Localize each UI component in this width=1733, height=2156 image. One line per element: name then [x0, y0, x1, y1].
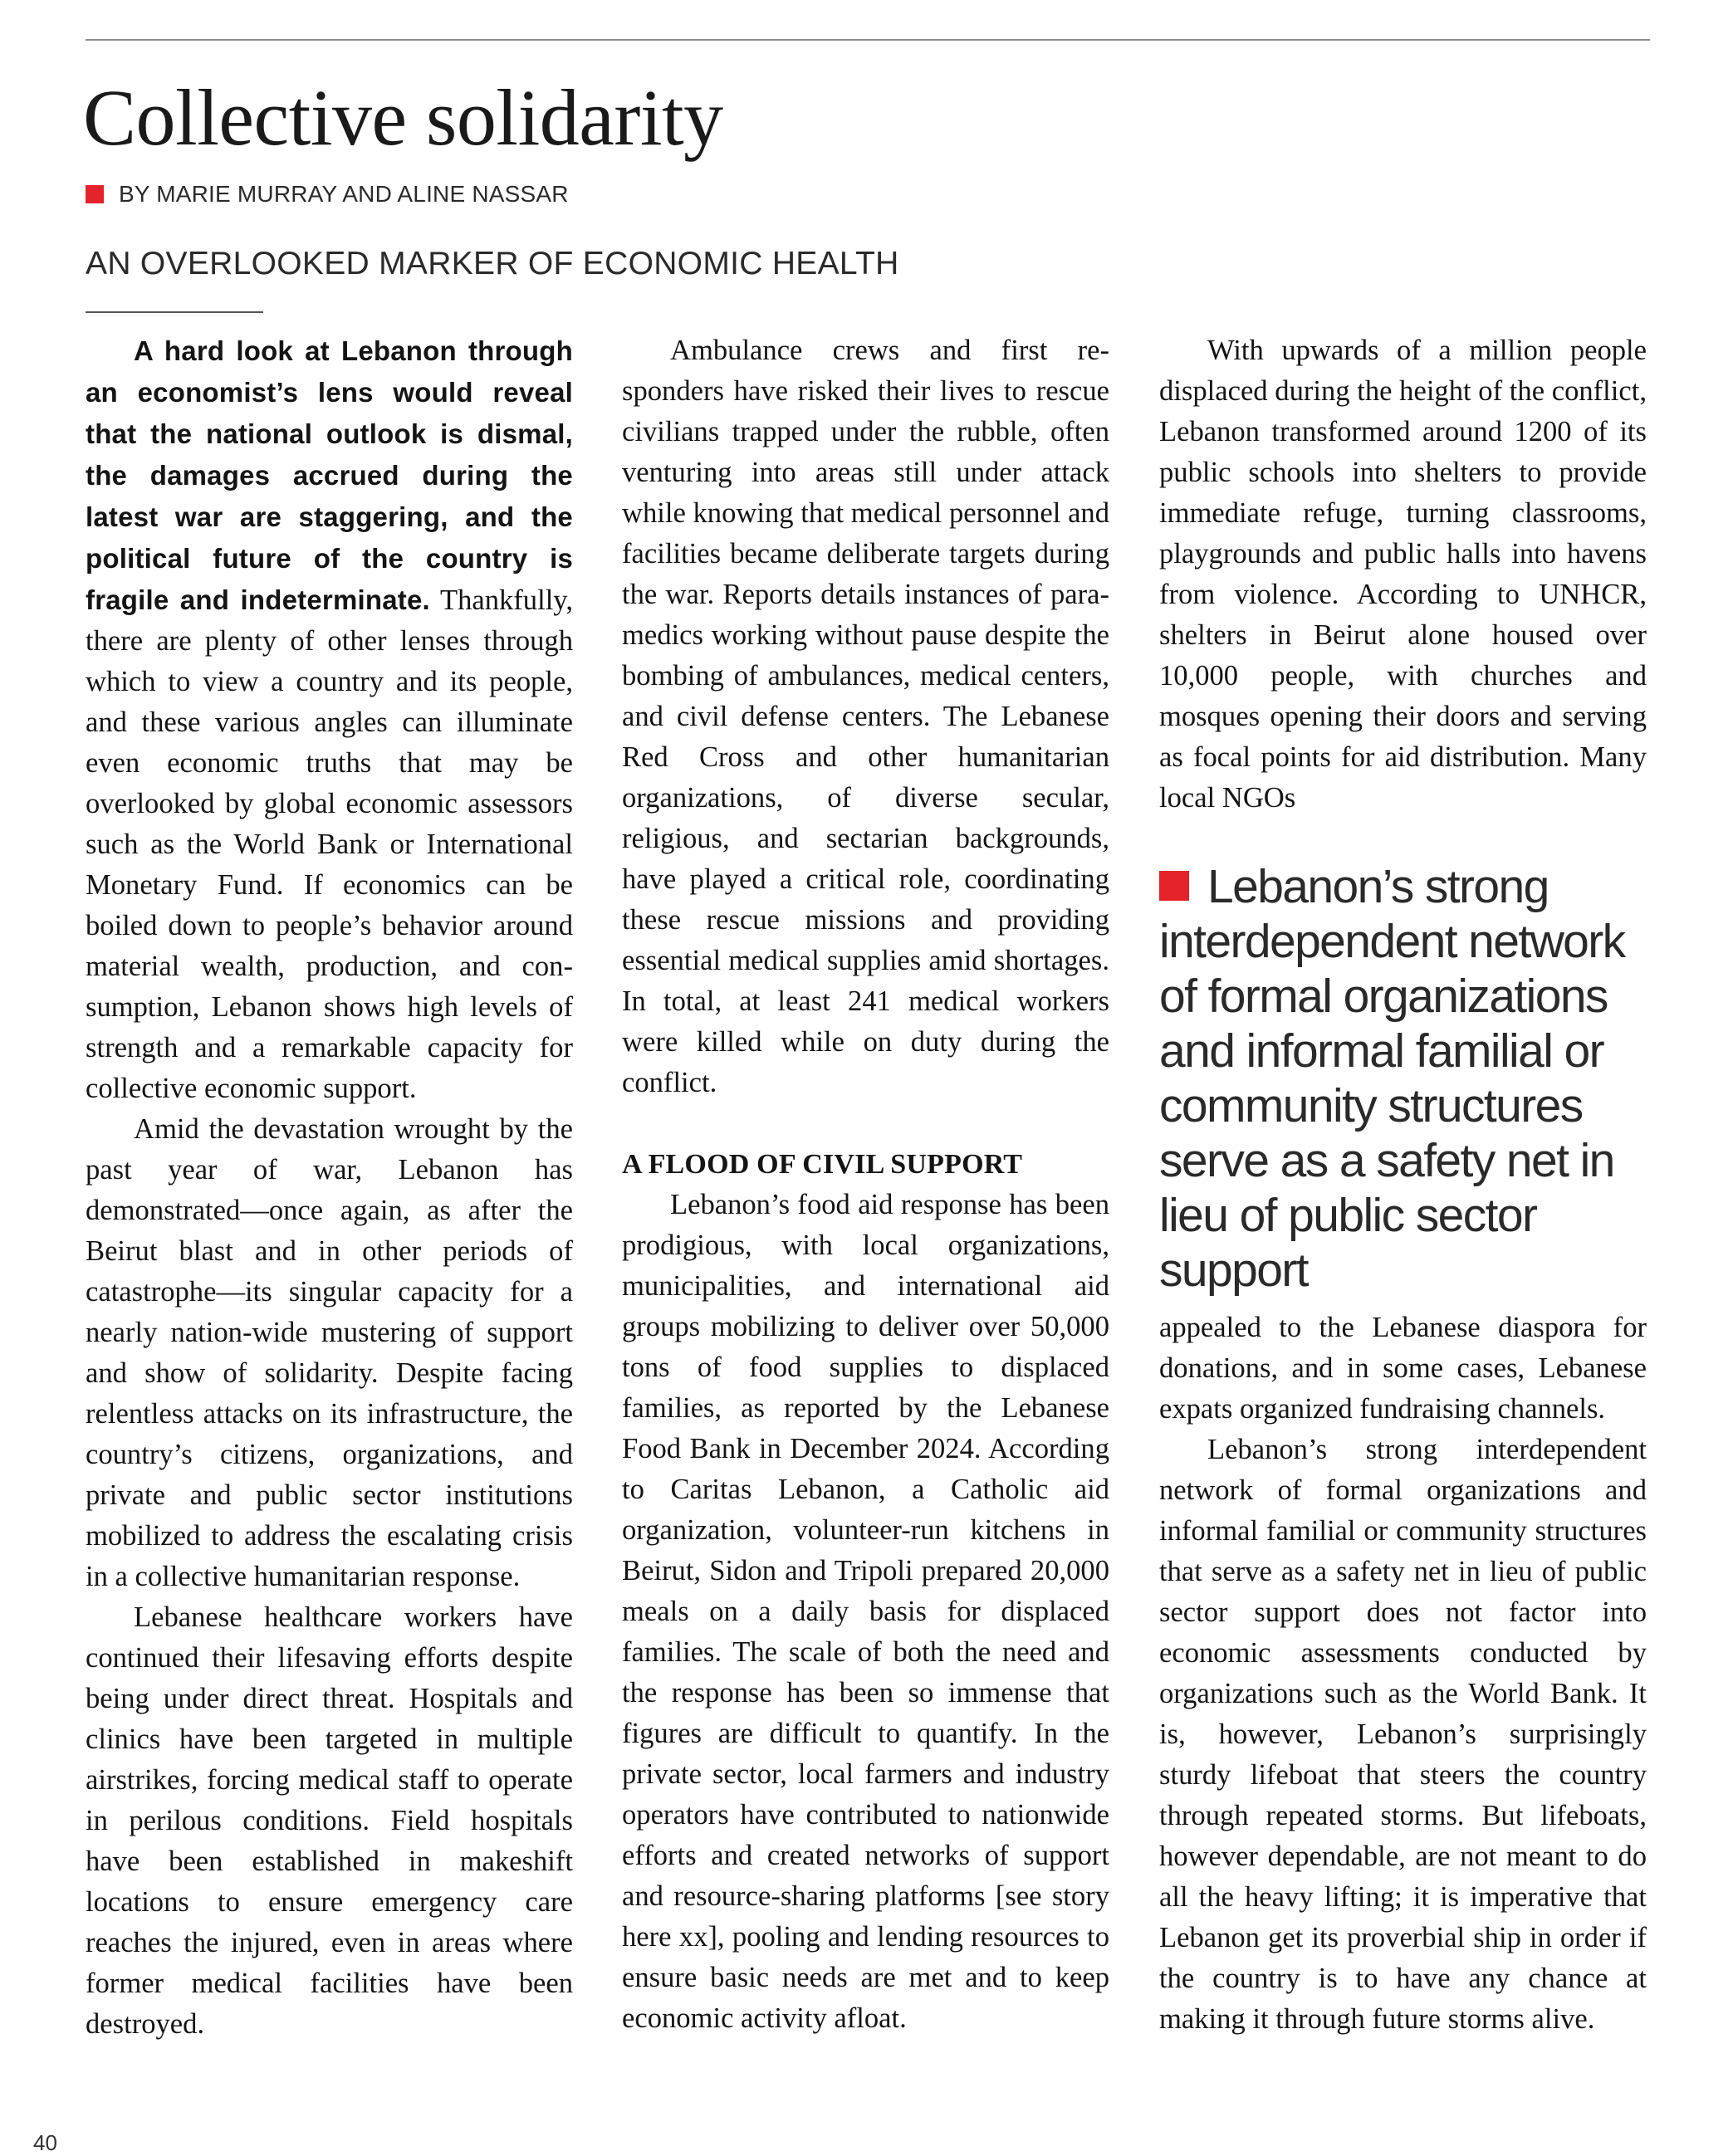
pull-quote: [1159, 859, 1657, 1298]
paragraph-2: Amid the devastation wrought by the past year of war, Lebanon has demonstrated—once again, as after the Beirut blast and in other periods of catastrophe—its singular capacity for a nearly nation-wide mustering of support and show of solidarity. Despite facing relentless attacks on its infrastructure, the country’s citizens, organizations, and private and public sector institutions mobilized to address the escalating crisis in a collective humanitarian response.: [86, 1113, 573, 1592]
paragraph-3: Lebanese healthcare workers have continued their lifesaving efforts despite being under direct threat. Hospitals and clinics have been targeted in multiple airstrikes, forcing medical staff to operate in perilous conditions. Field hospitals have been established in makeshift locations to ensure emergency care reaches the injured, even in areas where former medical facilities have been destroyed.: [86, 1601, 573, 2040]
lead-bold-text: A hard look at Lebanon through an economist’s lens would reveal that the national outlook is dismal, the damages accrued during the latest war are staggering, and the political future of the country is fragile and indeterminate.: [86, 335, 573, 615]
column-3-top: [1159, 330, 1647, 819]
paragraph-8: Lebanon’s strong interdependent network of formal organizations and informal familial or community structures that serve as a safety net in lieu of public sector support does not factor into economic assessments conducted by organizations such as the World Bank. It is, however, Lebanon’s surprisingly sturdy lifeboat that steers the country through repeated storms. But lifeboats, however dependable, are not meant to do all the heavy lifting; it is imperative that Lebanon get its proverbial ship in order if the country is to have any chance at making it through future storms alive.: [1159, 1434, 1647, 2035]
paragraph-7: appealed to the Lebanese diaspora for donations, and in some cases, Lebanese expats organized fundraising channels.: [1159, 1312, 1647, 1425]
subtitle-rule: [86, 311, 263, 313]
pull-quote-text: Lebanon’s strong interdependent network of formal organizations and informal familial or community structures serve as a safety net in lieu of public sector support: [1159, 860, 1625, 1297]
section-heading: A FLOOD OF CIVIL SUPPORT: [622, 1149, 1023, 1180]
lead-paragraph: [86, 330, 573, 1109]
lead-rest-text: Thankfully, there are plenty of other lenses through which to view a country and its people, and these various angles can illuminate even economic truths that may be overlooked by global economic assessors such as the World Bank or International Monetary Fund. If economics can be boiled down to people’s behavior around material wealth, production, and consumption, Lebanon shows high levels of strength and a remarkable capacity for collective economic support.: [86, 584, 573, 1104]
page-number: 40: [33, 2130, 57, 2155]
top-rule: [86, 39, 1650, 41]
byline: [86, 181, 569, 208]
byline-text: BY MARIE MURRAY AND ALINE NASSAR: [119, 181, 569, 207]
paragraph-4: Ambulance crews and first responders have risked their lives to rescue civilians trapped under the rubble, often venturing into areas still under attack while knowing that medical personnel and facilities became deliberate targets during the war. Reports details instances of paramedics working without pause despite the bombing of ambulances, medical centers, and civil defense centers. The Lebanese Red Cross and other humanitarian organizations, of diverse secular, religious, and sectarian backgrounds, have played a critical role, coordinating these rescue missions and providing essential medical supplies amid shortages. In total, at least 241 medical workers were killed while on duty during the conflict.: [622, 335, 1109, 1098]
red-square-marker-icon: [1159, 871, 1189, 901]
article-title: Collective solidarity: [83, 73, 723, 162]
article-subtitle: AN OVERLOOKED MARKER OF ECONOMIC HEALTH: [86, 246, 899, 281]
paragraph-6: With upwards of a million people displaced during the height of the conflict, Lebanon transformed around 1200 of its public schools into shelters to provide immediate refuge, turning classrooms, playgrounds and public halls into havens from violence. According to UNHCR, shelters in Beirut alone housed over 10,000 people, with churches and mosques opening their doors and serving as focal points for aid distribution. Many local NGOs: [1159, 335, 1647, 814]
column-3-bottom: [1159, 1308, 1647, 2040]
column-2: [622, 330, 1109, 2039]
column-1: [86, 330, 573, 2045]
paragraph-5: Lebanon’s food aid response has been prodigious, with local organizations, municipalities, and international aid groups mobilizing to deliver over 50,000 tons of food supplies to displaced families, as reported by the Lebanese Food Bank in December 2024. According to Caritas Lebanon, a Catholic aid organization, volunteer-run kitchens in Beirut, Sidon and Tripoli prepared 20,000 meals on a daily basis for displaced families. The scale of both the need and the response has been so immense that figures are difficult to quantify. In the private sector, local farmers and industry operators have contributed to nationwide efforts and created networks of support and resource-sharing platforms [see story here xx], pooling and lending resources to ensure basic needs are met and to keep economic activity afloat.: [622, 1189, 1109, 2034]
red-square-marker-icon: [86, 185, 104, 203]
